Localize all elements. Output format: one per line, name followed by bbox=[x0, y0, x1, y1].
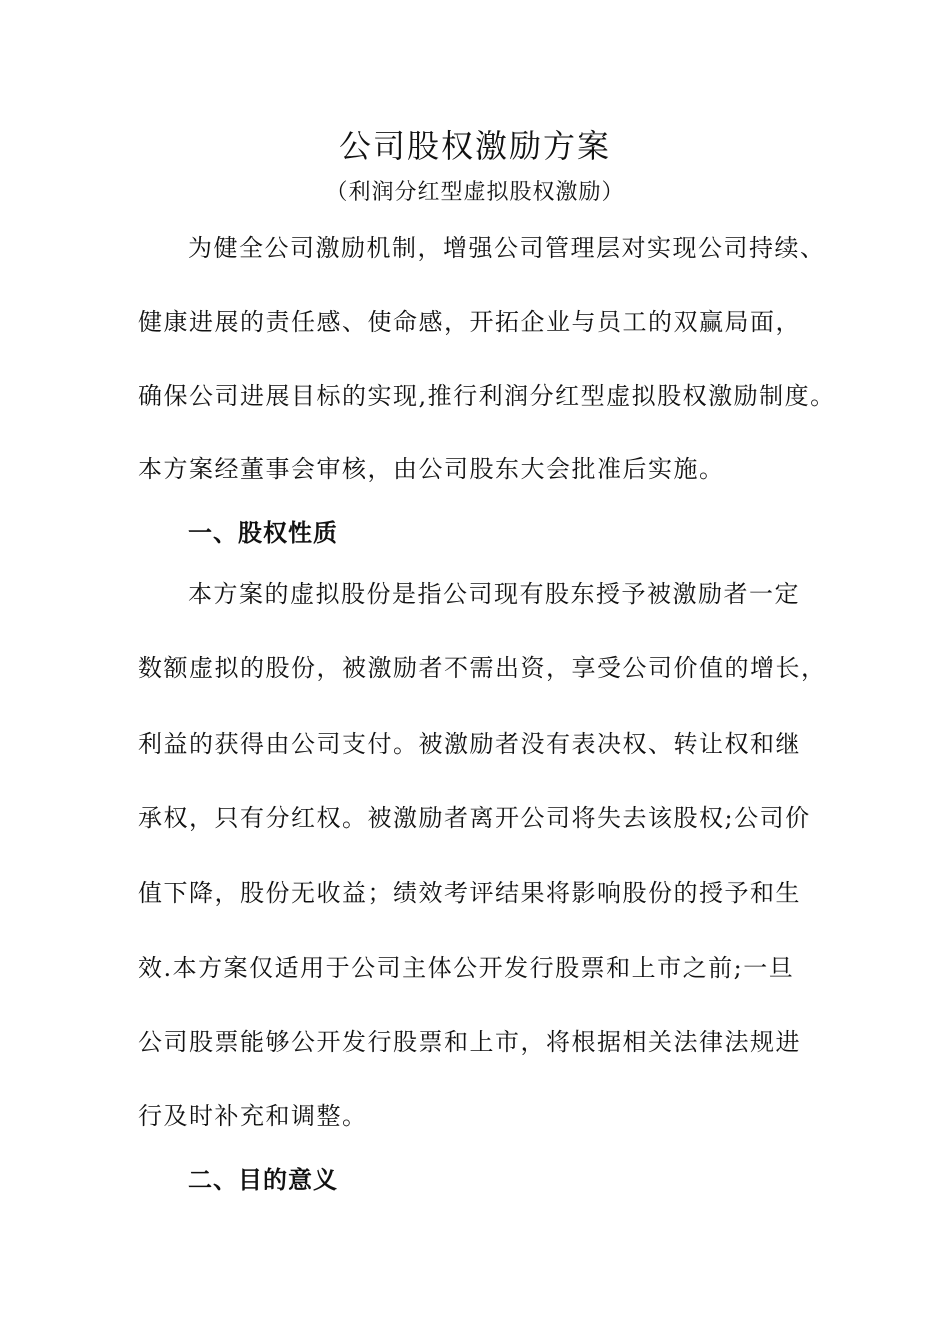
section-line: 效.本方案仅适用于公司主体公开发行股票和上市之前;一旦 bbox=[138, 954, 795, 982]
section-line: 数额虚拟的股份，被激励者不需出资，享受公司价值的增长， bbox=[138, 654, 827, 682]
section-line: 值下降，股份无收益；绩效考评结果将影响股份的授予和生 bbox=[138, 879, 801, 907]
section-heading: 一、股权性质 bbox=[188, 519, 338, 547]
section-line: 利益的获得由公司支付。被激励者没有表决权、转让权和继 bbox=[138, 730, 801, 758]
section-line: 行及时补充和调整。 bbox=[138, 1102, 368, 1130]
section-line: 公司股票能够公开发行股票和上市，将根据相关法律法规进 bbox=[138, 1028, 801, 1056]
intro-line: 确保公司进展目标的实现,推行利润分红型虚拟股权激励制度。 bbox=[138, 382, 836, 410]
intro-line: 为健全公司激励机制，增强公司管理层对实现公司持续、 bbox=[188, 234, 826, 262]
section-heading: 二、目的意义 bbox=[188, 1166, 338, 1194]
section-line: 本方案的虚拟股份是指公司现有股东授予被激励者一定 bbox=[188, 580, 800, 608]
document-subtitle: （利润分红型虚拟股权激励） bbox=[325, 180, 625, 205]
document-title: 公司股权激励方案 bbox=[338, 127, 611, 165]
intro-line: 健康进展的责任感、使命感，开拓企业与员工的双赢局面， bbox=[138, 308, 801, 336]
section-line: 承权，只有分红权。被激励者离开公司将失去该股权;公司价 bbox=[138, 804, 811, 832]
intro-line: 本方案经董事会审核，由公司股东大会批准后实施。 bbox=[138, 455, 725, 483]
